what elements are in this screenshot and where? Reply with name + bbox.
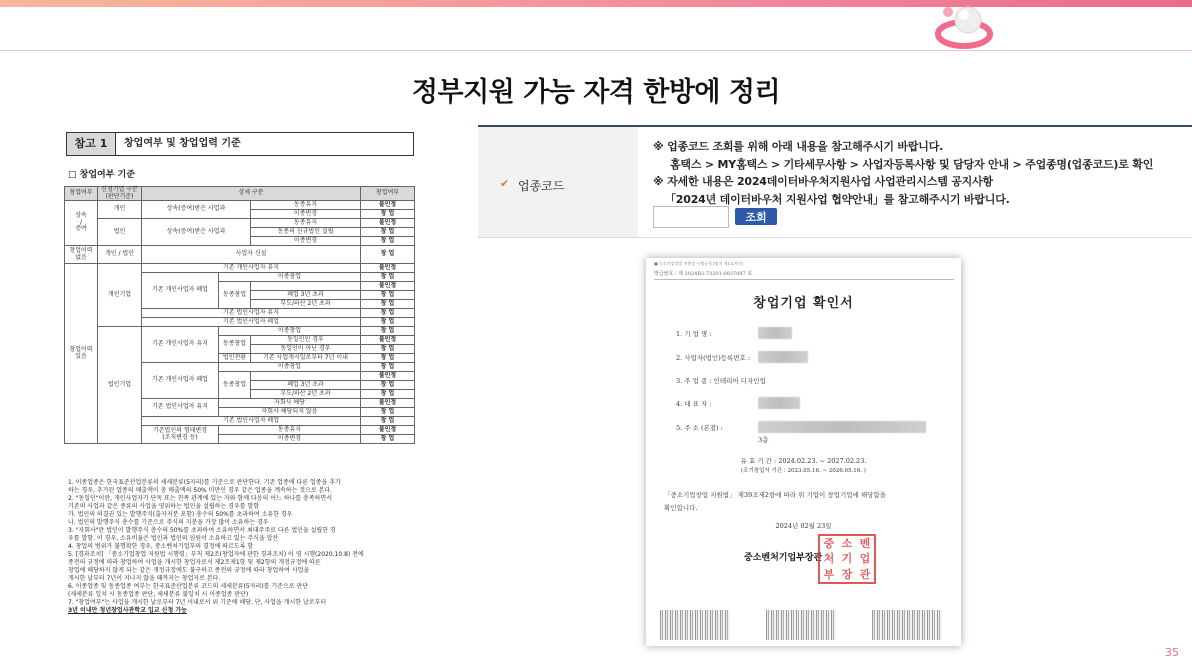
table-cell: 불인정 <box>361 372 415 381</box>
footnote-emphasis: 3년 이내만 청년창업사관학교 입교 신청 가능 <box>68 606 187 614</box>
table-cell: 불인정 <box>361 201 415 210</box>
table-cell: 부도/파산 2년 초과 <box>251 390 361 399</box>
panel-content <box>638 127 1192 238</box>
cert-validity: 유 효 기 간 : 2024.02.23. ~ 2027.02.23. <box>740 457 867 465</box>
cert-field: 1. 기 업 명 : <box>676 330 712 338</box>
table-cell: 창업이력 없음 <box>65 246 98 264</box>
table-cell: 법인기업 <box>98 327 142 444</box>
table-cell: 개인 <box>98 201 142 219</box>
table-header: 창업여부 <box>361 187 415 201</box>
table-cell <box>251 372 361 381</box>
footnote: 7. "창업여부"는 사업을 개시한 날로부터 7년 이내로서 위 기준에 해당. 단, 사업을 개시한 날로부터 <box>68 598 327 606</box>
industry-code-input[interactable] <box>653 206 729 228</box>
footnote: 나. 법인의 발행주식 총수를 기준으로 주식의 지분을 가장 많이 소유하는 경우 <box>68 518 269 526</box>
table-cell: 법인전환 <box>219 354 251 363</box>
table-cell: 창 업 <box>361 408 415 417</box>
footnote: 3. "자회사"란 법인이 발행주식 총수의 50%를 초과하여 소유하면서 최대주주로 다른 법인을 설립한 경 <box>68 526 336 534</box>
official-seal-stamp <box>818 534 876 584</box>
info-line: ※ 업종코드 조회를 위해 아래 내용을 참고해주시기 바랍니다. <box>653 140 944 153</box>
footnote: 가. 법인의 의결권 있는 발행주식(출자지분 포함) 총수의 50%를 초과하여 소유한 경우 <box>68 510 293 518</box>
info-line: 홈택스 > MY홈택스 > 기타세무사항 > 사업자등록사항 및 담당자 안내 > 주업종명(업종코드)로 확인 <box>670 158 1154 171</box>
table-cell: 동일인이 아닌 경우 <box>251 345 361 354</box>
cert-title: 창업기업 확인서 <box>753 296 854 311</box>
seal-char: 관 <box>859 567 871 581</box>
footnote: 우를 말함. 이 경우, 소유비율은 법인과 법인의 임원이 소유하고 있는 주식을 합산 <box>68 534 279 542</box>
cert-field: 5. 주 소 (본점) : <box>676 424 723 432</box>
table-cell: 이종창업 <box>219 273 361 282</box>
page-title: 정부지원 가능 자격 한방에 정리 <box>411 77 781 108</box>
table-cell: 동종유지 <box>219 426 361 435</box>
footnotes <box>68 479 414 614</box>
table-cell: 자회사 해당 <box>219 399 361 408</box>
seal-char: 중 <box>823 536 835 550</box>
redacted-text <box>758 327 792 339</box>
table-cell: 창 업 <box>361 246 415 264</box>
footnote: 창업에 해당하지 않게 되는 같은 개정규정에도 불구하고 종전의 규정에 따라 창업하여 사업을 <box>68 566 310 574</box>
table-cell: 창 업 <box>361 318 415 327</box>
seal-char: 기 <box>841 552 853 566</box>
reference-title: 창업여부 및 창업업력 기준 <box>116 132 414 156</box>
table-cell: 창 업 <box>361 354 415 363</box>
table-cell: 창 업 <box>361 435 415 444</box>
table-cell: 창 업 <box>361 417 415 426</box>
table-cell: 폐업 3년 초과 <box>251 381 361 390</box>
table-cell: 창 업 <box>361 381 415 390</box>
seal-char: 소 <box>841 536 853 550</box>
table-cell: 상속 / 증여 <box>65 201 98 246</box>
cert-form-header: ■ 중소기업창업 지원법 시행규칙 [별지 제1호서식] <box>654 261 744 266</box>
table-cell: 창 업 <box>361 345 415 354</box>
seal-char: 벤 <box>859 536 871 550</box>
seal-char: 장 <box>841 567 853 581</box>
table-cell: 상속(증여)받은 사업과 <box>142 201 251 219</box>
table-cell: 이종변경 <box>219 435 361 444</box>
table-header: 상세 구분 <box>142 187 361 201</box>
table-cell: 불인정 <box>361 336 415 345</box>
redacted-text <box>758 421 926 433</box>
startup-certificate-image <box>646 258 961 646</box>
reference-header <box>66 132 414 156</box>
table-cell: 동종창업 <box>219 372 251 399</box>
table-cell: 불인정 <box>361 219 415 228</box>
table-cell: 이종창업 <box>219 363 361 372</box>
decorative-sphere-icon <box>928 0 998 52</box>
info-line: ※ 자세한 내용은 2024데이터바우처지원사업 사업관리시스템 공지사항 <box>653 175 993 188</box>
footnote: (세세분류 일치 시 동종업종 판단, 세세분류 불일치 시 이종업종 판단) <box>68 590 249 598</box>
table-cell: 자회사 해당되지 않음 <box>219 408 361 417</box>
table-cell: 상속(증여)받은 사업과 <box>142 219 251 246</box>
footnote: 5. [경과조치] 「중소기업창업 지원법 시행령」부칙 제2조(창업자에 관한 경과조치) 이 영 시행(2020.10.8) 전에 <box>68 550 364 558</box>
table-cell: 창업이력 있음 <box>65 264 98 444</box>
table-cell: 기존 개인사업자 폐업 <box>142 363 219 399</box>
top-accent-bar <box>0 0 1192 7</box>
table-cell: 불인정 <box>361 264 415 273</box>
barcode-block <box>766 610 836 640</box>
table-cell: 기존 개인사업자 폐업 <box>142 273 219 309</box>
table-cell: 창 업 <box>361 210 415 219</box>
table-cell: 기존 법인사업자 폐업 <box>142 417 361 426</box>
table-cell: 기존 법인사업자 유지 <box>142 399 219 417</box>
table-cell: 창 업 <box>361 291 415 300</box>
section-heading: □ 창업여부 기준 <box>68 170 135 180</box>
cert-issuer: 중소벤처기업부장관 <box>744 553 823 563</box>
footnote: 6. 이종업종 및 동종업종 여부는 한국표준산업분류 코드의 세세분류(5자리)를 기준으로 판단 <box>68 582 309 590</box>
info-line: 「2024년 데이터바우처 지원사업 협약안내」를 참고해주시기 바랍니다. <box>665 193 1010 206</box>
table-cell: 사업자 신설 <box>142 246 361 264</box>
industry-code-panel <box>478 125 1192 238</box>
table-cell: 동종유지 <box>251 201 361 210</box>
table-cell: 법인 <box>98 219 142 246</box>
table-cell: 이종창업 <box>219 327 361 336</box>
cert-field: 3층 <box>758 436 769 444</box>
industry-code-label: 업종코드 <box>518 179 565 193</box>
check-icon: ✔ <box>500 177 510 190</box>
header-divider <box>0 50 1192 51</box>
table-cell: 창 업 <box>361 300 415 309</box>
footnote: 개시한 날부터 7년이 지나지 않을 때까지는 창업자로 본다. <box>68 574 221 582</box>
cert-field: 2. 사업자(법인)등록번호 : <box>676 354 751 362</box>
table-cell: 창 업 <box>361 273 415 282</box>
footnote: 4. 창업의 범위가 불명확한 경우, 중소벤처기업부의 결정에 따르도록 함 <box>68 542 254 550</box>
table-cell: 동일인인 경우 <box>251 336 361 345</box>
table-cell: 개인 / 법인 <box>98 246 142 264</box>
barcode-block <box>872 610 942 640</box>
footnote: 하는 경우, 추가된 업종의 매출액이 총 매출액의 50% 미만인 경우 같은 업종을 계속하는 것으로 본다. <box>68 486 333 494</box>
table-cell: 창 업 <box>361 390 415 399</box>
table-cell: 불인정 <box>361 426 415 435</box>
table-cell: 기존 법인사업자 유지 <box>142 309 361 318</box>
footnote: 기존의 사업과 같은 종류의 사업을 영위하는 법인을 설립하는 경우를 말함 <box>68 502 260 510</box>
table-cell: 동종의 신규법인 설립 <box>251 228 361 237</box>
seal-char: 업 <box>859 552 871 566</box>
seal-char: 처 <box>823 552 835 566</box>
cert-early-period: (조기창업자 기간 : 2023.05.16. ~ 2026.05.16. ) <box>741 468 866 474</box>
cert-date: 2024년 02월 23일 <box>775 522 832 530</box>
redacted-text <box>758 351 808 363</box>
reference-tag: 참고 1 <box>66 132 116 156</box>
table-cell: 창 업 <box>361 237 415 246</box>
cert-body: 확인합니다. <box>664 504 698 512</box>
table-cell: 동종창업 <box>219 336 251 354</box>
cert-field: 4. 대 표 자 : <box>676 400 712 408</box>
table-cell: 기존법인의 형태변경 (조직변경 등) <box>142 426 219 444</box>
redacted-text <box>758 397 800 409</box>
table-cell: 불인정 <box>361 399 415 408</box>
table-cell: 개인기업 <box>98 264 142 327</box>
table-cell: 기존 개인사업자 유지 <box>142 327 219 363</box>
table-cell: 이종변경 <box>251 210 361 219</box>
table-cell: 동종창업 <box>219 282 251 309</box>
cert-body: 「중소기업창업 지원법」 제39조제2항에 따라 위 기업이 창업기업에 해당함을 <box>664 491 886 499</box>
search-button[interactable]: 조회 <box>735 208 777 225</box>
table-cell: 기존 법인사업자 폐업 <box>142 318 361 327</box>
cert-issue-number: 발급번호 : 제 2024B2-73201-0037097 호 <box>654 270 954 280</box>
table-cell: 기존 개인사업자 유지 <box>142 264 361 273</box>
table-cell: 부도/파산 2년 초과 <box>251 300 361 309</box>
criteria-table <box>64 186 415 444</box>
footnote: 종전의 규정에 따라 창업하여 사업을 개시한 창업자로서 제2조제1항 및 제2항의 개정규정에 따른 <box>68 558 321 566</box>
table-cell: 기존 사업개시일로부터 7년 이내 <box>251 354 361 363</box>
cert-field: 3. 주 업 종 : 인테리어 디자인업 <box>676 377 766 385</box>
seal-char: 부 <box>823 567 835 581</box>
table-cell: 폐업 3년 초과 <box>251 291 361 300</box>
table-cell: 창 업 <box>361 309 415 318</box>
table-cell: 창 업 <box>361 228 415 237</box>
table-cell <box>251 282 361 291</box>
page-number: 35 <box>1165 646 1179 659</box>
footnote: 1. 이종업종은 한국표준산업분류의 세세분류(5자리)를 기준으로 판단한다. 기존 업종에 다른 업종을 추가 <box>68 479 341 486</box>
table-cell: 창 업 <box>361 363 415 372</box>
footnote: 2. "동일인"이란, 개인사업자가 단독 또는 친족 관계에 있는 자와 함께 다음의 어느 하나를 충족하면서 <box>68 494 332 502</box>
table-header: 신청기업 구분 (판단기준) <box>98 187 142 201</box>
table-cell: 창 업 <box>361 327 415 336</box>
table-cell: 불인정 <box>361 282 415 291</box>
startup-criteria-document <box>64 130 414 660</box>
table-cell: 이종변경 <box>251 237 361 246</box>
table-header: 창업여부 <box>65 187 98 201</box>
panel-label-cell <box>478 127 638 238</box>
table-cell: 동종유지 <box>251 219 361 228</box>
barcode-block <box>660 610 730 640</box>
